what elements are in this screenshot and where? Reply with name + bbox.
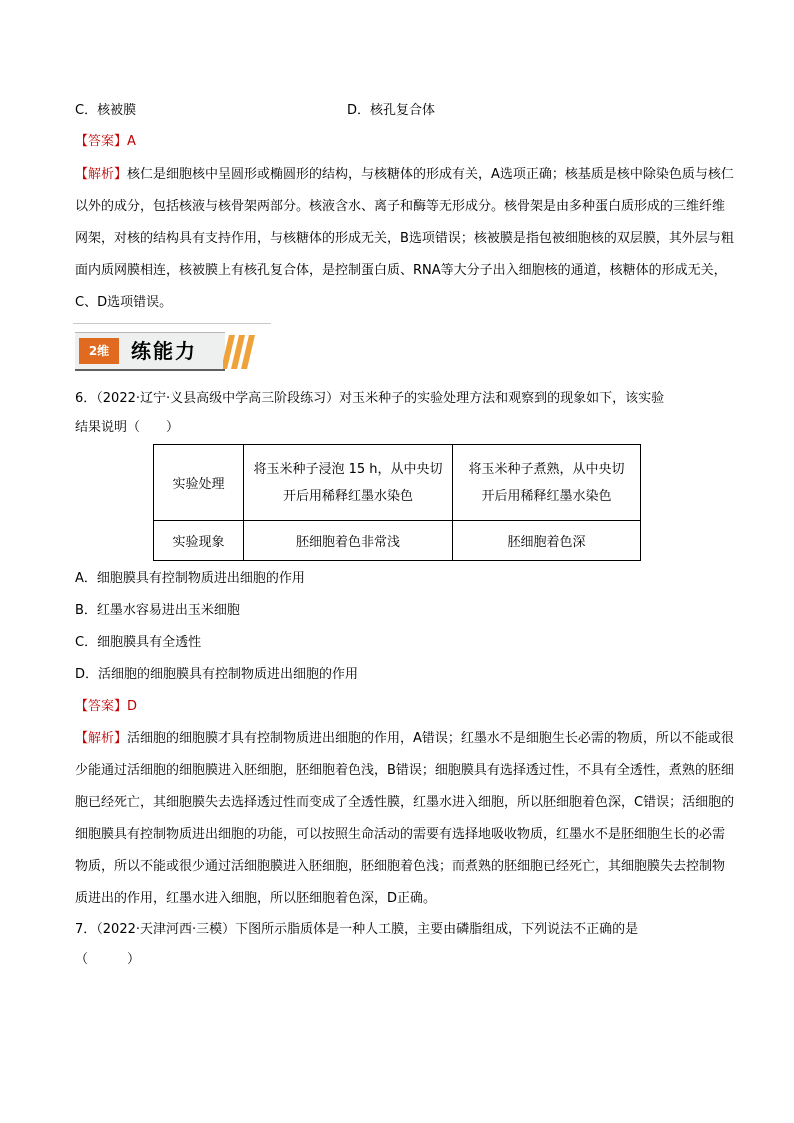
section-banner [75, 332, 255, 372]
cell-line: 将玉米种子浸泡 15 h，从中央切 [253, 461, 443, 477]
q5-answer [75, 132, 136, 152]
answer-label: 【答案】 [75, 699, 128, 714]
table-row [154, 445, 641, 521]
q6-option-a: A．细胞膜具有控制物质进出细胞的作用 [75, 571, 305, 586]
table-cell: 胚细胞着色非常浅 [244, 521, 453, 561]
q6-option-c: C．细胞膜具有全透性 [75, 635, 202, 650]
section-badge: 2维 [79, 338, 119, 364]
q5-option-c: C．核被膜 [75, 103, 137, 118]
section-divider [73, 323, 271, 324]
table-header-cell: 实验处理 [154, 445, 244, 521]
analysis-label: 【解析】 [75, 167, 128, 182]
table-row [154, 521, 641, 561]
analysis-text: 核仁是细胞核中呈圆形或椭圆形的结构，与核糖体的形成有关，A选项正确；核基质是核中除染色质与核仁以外的成分，包括核液与核骨架两部分。核液含水、离子和酶等无形成分。核骨架是由多种蛋白质形成的三维纤维网架，对核的结构具有支持作用，与核糖体的形成无关，B选项错误；核被膜是指包被细胞核的双层膜，其外层与粗面内质网膜相连，核被膜上有核孔复合体，是控制蛋白质、RNA等大分子出入细胞核的通道，核糖体的形成无关，C、D选项错误。 [75, 167, 734, 310]
answer-label: 【答案】 [75, 134, 128, 149]
table-cell [244, 445, 453, 521]
q6-stem-line1: 6．（2022·辽宁·义县高级中学高三阶段练习）对玉米种子的实验处理方法和观察到的现象如下，该实验 [75, 391, 665, 406]
experiment-table [153, 444, 641, 561]
q6-answer [75, 697, 137, 717]
q5-option-d: D．核孔复合体 [347, 103, 436, 118]
q6-option-b: B．红墨水容易进出玉米细胞 [75, 603, 240, 618]
cell-line: 开后用稀释红墨水染色 [481, 488, 612, 504]
q6-analysis [75, 723, 737, 915]
table-cell: 胚细胞着色深 [453, 521, 641, 561]
answer-value: A [127, 134, 136, 149]
cell-line: 开后用稀释红墨水染色 [282, 488, 413, 504]
q7-stem-line1: 7．（2022·天津河西·三模）下图所示脂质体是一种人工膜，主要由磷脂组成，下列说法不正确的是 [75, 922, 639, 937]
q5-analysis [75, 159, 737, 319]
table-cell [453, 445, 641, 521]
q6-stem-line2: 结果说明（ ） [75, 420, 180, 435]
analysis-label: 【解析】 [75, 731, 128, 746]
q6-option-d: D．活细胞的细胞膜具有控制物质进出细胞的作用 [75, 667, 359, 682]
q7-stem-line2: （ ） [75, 952, 141, 967]
section-title: 练能力 [131, 339, 197, 363]
stripes-decoration [223, 335, 257, 369]
analysis-text: 活细胞的细胞膜才具有控制物质进出细胞的作用，A错误；红墨水不是细胞生长必需的物质，所以不能或很少能通过活细胞的细胞膜进入胚细胞，胚细胞着色浅，B错误；细胞膜具有选择透过性，不具有全透性，煮熟的胚细胞已经死亡，其细胞膜失去选择透过性而变成了全透性膜，红墨水进入细胞，所以胚细胞着色深，C错误；活细胞的细胞膜具有控制物质进出细胞的功能，可以按照生命活动的需要有选择地吸收物质，红墨水不是胚细胞生长的必需物质，所以不能或很少通过活细胞膜进入胚细胞，胚细胞着色浅；而煮熟的胚细胞已经死亡，其细胞膜失去控制物质进出的作用，红墨水进入细胞，所以胚细胞着色深，D正确。 [75, 731, 735, 906]
cell-line: 将玉米种子煮熟，从中央切 [468, 461, 625, 477]
table-header-cell: 实验现象 [154, 521, 244, 561]
answer-value: D [127, 699, 138, 714]
